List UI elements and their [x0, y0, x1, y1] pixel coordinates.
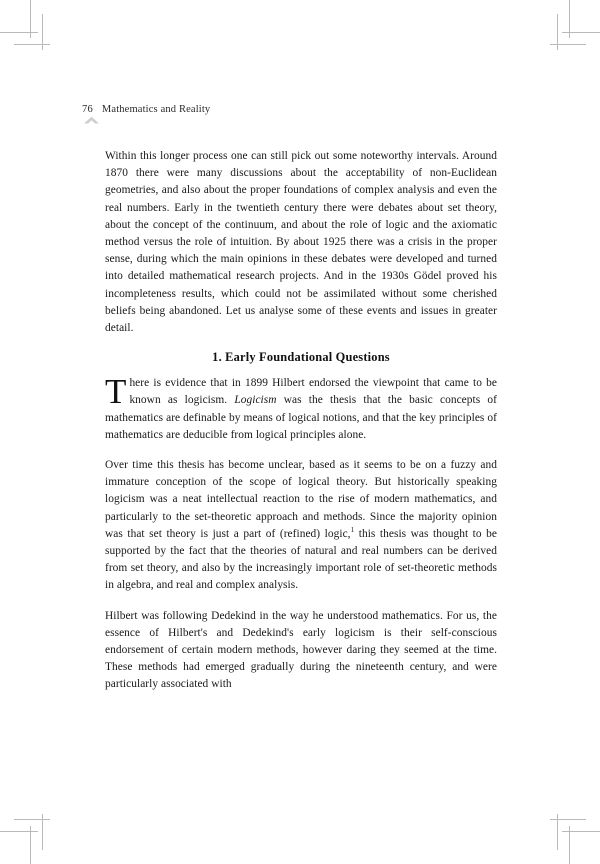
paragraph-logicism-definition [105, 372, 497, 444]
crop-mark-top-left [0, 0, 60, 60]
running-head [82, 104, 210, 116]
paragraph-text-segment: here is evidence that in 1899 Hilbert endorsed the viewpoint that came to be known as logicism. [129, 377, 497, 407]
paragraph-intro: Within this longer process one can still pick out some noteworthy intervals. Around 1870 there were many discussions about the acceptability of non-Euclidean geometries, and also about the proper foundations of complex analysis and even the real numbers. Early in the twentieth century there were debates about set theory, about the concept of the continuum, and about the role of logic and the axiomatic method versus the role of intuition. By about 1925 there was a crisis in the proper sense, during which the main opinions in these debates were developed and turned into detailed mathematical research projects. And in the 1930s Gödel proved his incompleteness results, which could not be assimilated without some cherished beliefs being abandoned. Let us analyse some of these events and issues in greater detail. [105, 150, 497, 335]
running-head-title: Mathematics and Reality [101, 104, 211, 115]
paragraph-text-segment: this thesis was thought to be supported by the fact that the theories of natural and real numbers can be derived from set theory, and also by the increasingly important role of set-theoretic methods in algebra, and real and complex analysis. [105, 527, 497, 592]
page-number: 76 [82, 104, 93, 115]
text-column [105, 148, 497, 694]
paragraph-logicism-critique [105, 457, 497, 595]
crop-mark-bottom-left [0, 804, 60, 864]
crop-mark-bottom-right [540, 804, 600, 864]
footnote-reference[interactable]: 1 [350, 526, 355, 535]
paragraph-hilbert-dedekind: Hilbert was following Dedekind in the way he understood mathematics. For us, the essence of Hilbert's and Dedekind's early logicism is their self-conscious endorsement of certain modern methods, however daring they seemed at the time. These methods had emerged gradually during the nineteenth century, and were particularly associated with [105, 609, 497, 691]
crop-mark-top-right [540, 0, 600, 60]
triangle-ornament-icon [83, 116, 100, 124]
italic-term-logicism: Logicism [234, 394, 277, 407]
paragraph-text-segment: Over time this thesis has become unclear, based as it seems to be on a fuzzy and immature conception of the scope of logical theory. But historically speaking logicism was a neat intellectual reaction to the rise of modern mathematics, and particularly to the set-theoretic approach and methods. Since the majority opinion was that set theory is just a part of (refined) logic, [105, 459, 497, 540]
paragraph-text-segment: was the thesis that the basic concepts of mathematics are definable by means of logical notions, and that the key principles of mathematics are deducible from logical principles alone. [105, 394, 497, 441]
drop-cap: T [105, 372, 127, 412]
section-heading: 1. Early Foundational Questions [212, 350, 390, 365]
